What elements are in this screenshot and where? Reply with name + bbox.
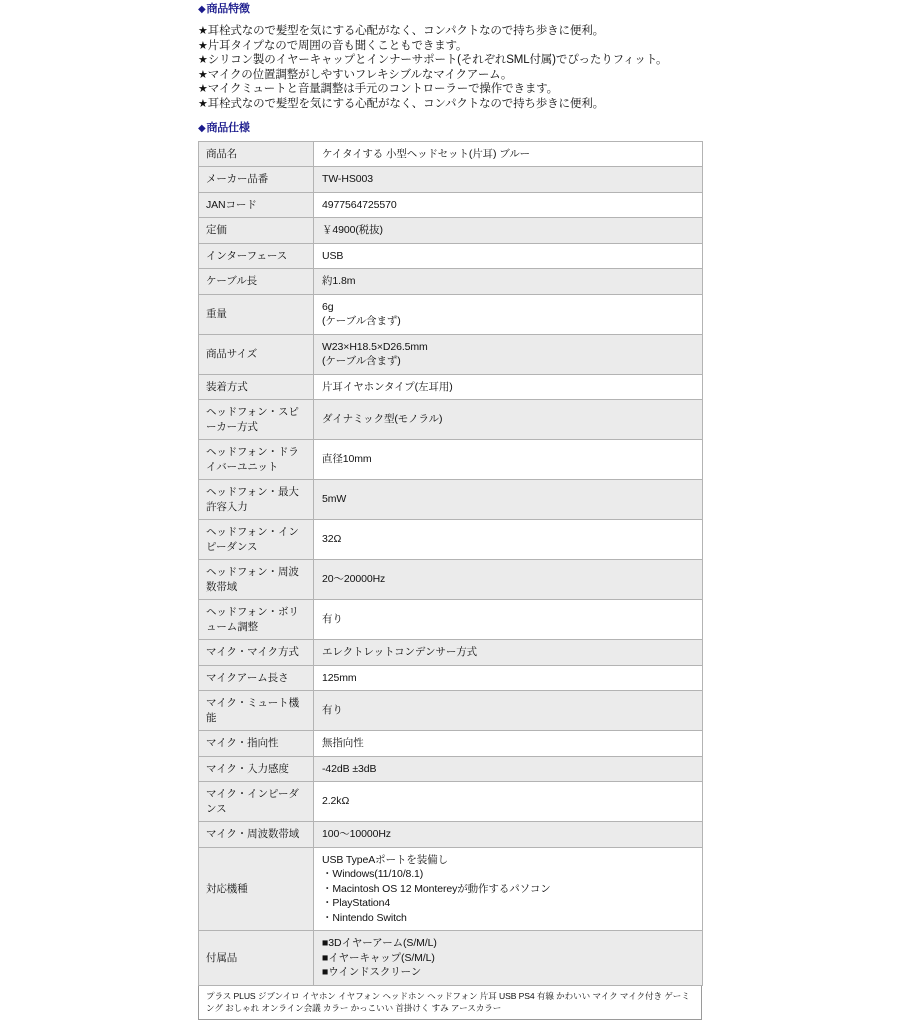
- table-row: [199, 400, 703, 440]
- spec-value-line: (ケーブル含まず): [322, 315, 401, 328]
- spec-label-cell: 付属品: [199, 931, 314, 986]
- spec-value-line: ・Nintendo Switch: [322, 911, 407, 924]
- table-row: [199, 192, 703, 218]
- spec-label-cell: ヘッドフォン・インピーダンス: [199, 520, 314, 560]
- spec-label-cell: マイク・指向性: [199, 731, 314, 757]
- spec-value-line: W23×H18.5×D26.5mm: [322, 340, 428, 353]
- spec-value-cell: [314, 782, 703, 822]
- spec-value-cell: [314, 440, 703, 480]
- spec-value-cell: [314, 218, 703, 244]
- spec-label-cell: 商品名: [199, 141, 314, 167]
- table-row: [199, 691, 703, 731]
- table-row: [199, 167, 703, 193]
- spec-value-cell: [314, 374, 703, 400]
- table-row: [199, 640, 703, 666]
- spec-label-cell: ヘッドフォン・ボリューム調整: [199, 600, 314, 640]
- table-row: [199, 141, 703, 167]
- spec-label-cell: ケーブル長: [199, 269, 314, 295]
- diamond-icon: ◆: [198, 4, 206, 15]
- feature-item: [198, 68, 900, 83]
- feature-item: [198, 24, 900, 39]
- spec-value-line: 20〜20000Hz: [322, 573, 386, 586]
- spec-label-cell: マイク・ミュート機能: [199, 691, 314, 731]
- table-row: [199, 822, 703, 848]
- spec-label-cell: マイクアーム長さ: [199, 665, 314, 691]
- spec-label-cell: マイク・入力感度: [199, 756, 314, 782]
- star-icon: ★: [198, 97, 208, 110]
- features-heading-label: 商品特徴: [206, 3, 250, 15]
- spec-value-line: -42dB ±3dB: [322, 762, 377, 775]
- spec-value-line: ￥4900(税抜): [322, 224, 383, 237]
- spec-value-line: ・PlayStation4: [322, 897, 391, 910]
- spec-value-cell: [314, 822, 703, 848]
- spec-value-cell: [314, 269, 703, 295]
- spec-value-cell: [314, 731, 703, 757]
- spec-heading-label: 商品仕様: [206, 121, 250, 134]
- spec-value-line: 直径10mm: [322, 453, 372, 466]
- keyword-footer: プラス PLUS ジブンイロ イヤホン イヤフォン ヘッドホン ヘッドフォン 片耳 USB PS4 有線 かわいい マイク マイク付き ゲーミング おしゃれ オンライン会議 カラー かっこいい 首掛けく すみ アースカラー: [198, 986, 702, 1020]
- spec-label-cell: ヘッドフォン・ドライバーユニット: [199, 440, 314, 480]
- spec-value-line: ・Windows(11/10/8.1): [322, 868, 424, 881]
- spacer: [198, 112, 900, 121]
- spec-label-cell: ヘッドフォン・スピーカー方式: [199, 400, 314, 440]
- spec-value-line: エレクトレットコンデンサー方式: [322, 646, 478, 659]
- feature-item-label: マイクの位置調整がしやすいフレキシブルなマイクアーム。: [207, 68, 513, 81]
- spec-label-cell: ヘッドフォン・周波数帯域: [199, 560, 314, 600]
- spec-value-line: ■ウインドスクリーン: [322, 966, 422, 979]
- feature-item-label: マイクミュートと音量調整は手元のコントローラーで操作できます。: [207, 83, 558, 96]
- star-icon: ★: [198, 39, 208, 52]
- spec-value-cell: [314, 334, 703, 374]
- specification-table: [198, 141, 703, 986]
- spec-value-line: ケイタイする 小型ヘッドセット(片耳) ブルー: [322, 147, 531, 160]
- spec-label-cell: 対応機種: [199, 847, 314, 931]
- spec-value-line: 2.2kΩ: [322, 795, 350, 808]
- table-row: [199, 520, 703, 560]
- spec-heading: [198, 121, 900, 136]
- spec-label-cell: JANコード: [199, 192, 314, 218]
- feature-item: [198, 39, 900, 54]
- spec-value-line: 125mm: [322, 671, 357, 684]
- spec-value-line: ■イヤーキャップ(S/M/L): [322, 951, 435, 964]
- spec-value-line: 32Ω: [322, 533, 342, 546]
- table-row: [199, 334, 703, 374]
- spec-value-cell: [314, 560, 703, 600]
- spec-label-cell: インターフェース: [199, 243, 314, 269]
- table-row: [199, 243, 703, 269]
- spec-value-line: USB TypeAポートを装備し: [322, 853, 448, 866]
- table-row: [199, 560, 703, 600]
- spec-value-line: ■3Dイヤーアーム(S/M/L): [322, 937, 437, 950]
- spec-value-cell: [314, 400, 703, 440]
- spec-value-line: ダイナミック型(モノラル): [322, 413, 443, 426]
- spec-label-cell: 重量: [199, 294, 314, 334]
- spec-value-line: USB: [322, 249, 344, 262]
- star-icon: ★: [198, 68, 208, 81]
- feature-item: [198, 53, 900, 68]
- features-heading: [198, 2, 900, 17]
- feature-bullet-list: [198, 24, 900, 112]
- table-row: [199, 374, 703, 400]
- spec-value-line: 100〜10000Hz: [322, 828, 391, 841]
- spec-value-cell: [314, 756, 703, 782]
- spec-value-cell: [314, 640, 703, 666]
- spec-value-line: 4977564725570: [322, 198, 397, 211]
- feature-item-label: 片耳タイプなので周囲の音も聞くこともできます。: [207, 39, 468, 52]
- spec-value-cell: [314, 480, 703, 520]
- spec-label-cell: マイク・インピーダンス: [199, 782, 314, 822]
- star-icon: ★: [198, 54, 208, 67]
- spec-value-line: 約1.8m: [322, 275, 356, 288]
- spec-label-cell: ヘッドフォン・最大許容入力: [199, 480, 314, 520]
- spec-label-cell: マイク・マイク方式: [199, 640, 314, 666]
- spec-label-cell: マイク・周波数帯域: [199, 822, 314, 848]
- spec-value-cell: [314, 931, 703, 986]
- star-icon: ★: [198, 25, 208, 37]
- feature-item: [198, 82, 900, 97]
- spec-value-line: ・Macintosh OS 12 Montereyが動作するパソコン: [322, 882, 551, 895]
- spec-label-cell: メーカー品番: [199, 167, 314, 193]
- table-row: [199, 440, 703, 480]
- table-row: [199, 731, 703, 757]
- spec-value-cell: [314, 847, 703, 931]
- star-icon: ★: [198, 83, 208, 96]
- spec-label-cell: 商品サイズ: [199, 334, 314, 374]
- spec-value-line: 5mW: [322, 493, 347, 506]
- spec-value-line: 有り: [322, 613, 343, 626]
- spec-value-cell: [314, 665, 703, 691]
- table-row: [199, 294, 703, 334]
- table-row: [199, 756, 703, 782]
- spec-value-line: (ケーブル含まず): [322, 355, 401, 368]
- feature-item-label: 耳栓式なので髪型を気にする心配がなく、コンパクトなので持ち歩きに便利。: [207, 25, 604, 37]
- table-row: [199, 269, 703, 295]
- table-row: [199, 665, 703, 691]
- diamond-icon: ◆: [198, 122, 206, 134]
- spec-value-line: 6g: [322, 300, 334, 313]
- spec-value-line: TW-HS003: [322, 173, 373, 186]
- feature-item-label: 耳栓式なので髪型を気にする心配がなく、コンパクトなので持ち歩きに便利。: [207, 97, 604, 110]
- spec-value-cell: [314, 243, 703, 269]
- table-row: [199, 782, 703, 822]
- spec-value-line: 片耳イヤホンタイプ(左耳用): [322, 380, 453, 393]
- table-row: [199, 847, 703, 931]
- spec-value-cell: [314, 691, 703, 731]
- spec-value-cell: [314, 167, 703, 193]
- table-row: [199, 600, 703, 640]
- spec-value-cell: [314, 141, 703, 167]
- spec-value-cell: [314, 294, 703, 334]
- table-row: [199, 931, 703, 986]
- spec-label-cell: 装着方式: [199, 374, 314, 400]
- table-row: [199, 480, 703, 520]
- spec-value-cell: [314, 192, 703, 218]
- spec-value-line: 無指向性: [322, 737, 364, 750]
- table-row: [199, 218, 703, 244]
- spec-value-cell: [314, 600, 703, 640]
- feature-item: [198, 97, 900, 112]
- spec-value-cell: [314, 520, 703, 560]
- spec-label-cell: 定価: [199, 218, 314, 244]
- spec-value-line: 有り: [322, 704, 343, 717]
- feature-item-label: シリコン製のイヤーキャップとインナーサポート(それぞれSML付属)でぴったりフィット。: [207, 54, 668, 67]
